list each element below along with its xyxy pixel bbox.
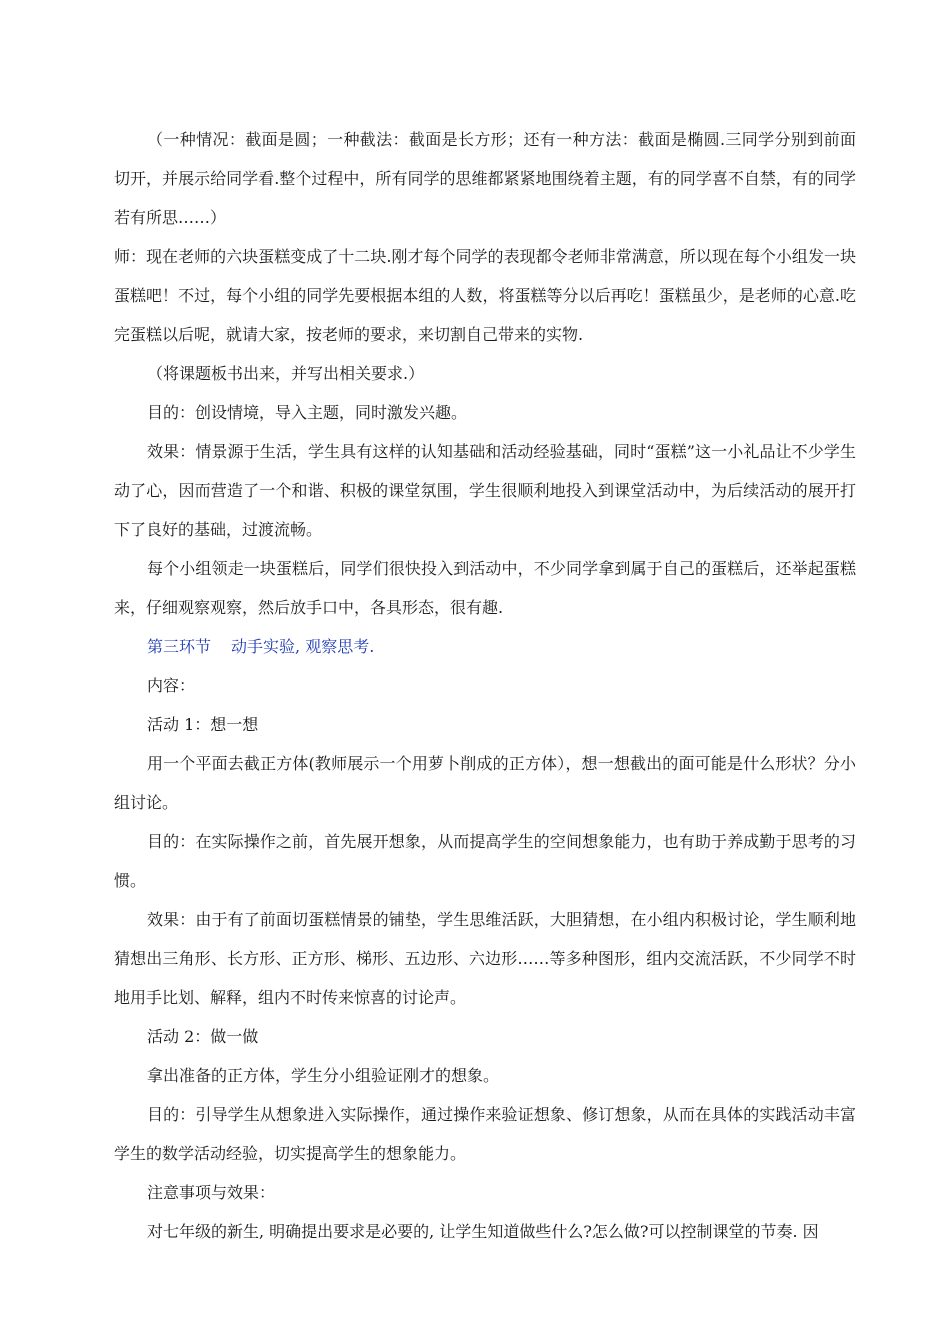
paragraph-notes: 对七年级的新生, 明确提出要求是必要的, 让学生知道做些什么?怎么做?可以控制课堂的节奏. 因 <box>147 1222 819 1241</box>
section-title: 动手实验, 观察思考. <box>231 637 375 656</box>
paragraph-purpose-2: 目的：在实际操作之前，首先展开想象，从而提高学生的空间想象能力，也有助于养成勤于思考的习惯。 <box>114 832 856 890</box>
paragraph-purpose-1: 目的：创设情境，导入主题，同时激发兴趣。 <box>147 403 468 422</box>
paragraph-content-label: 内容： <box>147 676 196 695</box>
paragraph-activity-1: 活动 1：想一想 <box>147 715 259 734</box>
paragraph-activity-1-task: 用一个平面去截正方体(教师展示一个用萝卜削成的正方体），想一想截出的面可能是什么形状？分小组讨论。 <box>114 754 856 812</box>
paragraph-activity-2-task: 拿出准备的正方体，学生分小组验证刚才的想象。 <box>147 1066 500 1085</box>
document-body <box>114 120 856 1251</box>
section-heading <box>114 627 856 666</box>
paragraph-notes-label: 注意事项与效果： <box>147 1183 276 1202</box>
paragraph-activity-2: 活动 2：做一做 <box>147 1027 259 1046</box>
paragraph-blackboard-note: （将课题板书出来，并写出相关要求.） <box>147 364 425 383</box>
paragraph-purpose-3: 目的：引导学生从想象进入实际操作，通过操作来验证想象、修订想象，从而在具体的实践活动丰富学生的数学活动经验，切实提高学生的想象能力。 <box>114 1105 856 1163</box>
paragraph-effect-2: 效果：由于有了前面切蛋糕情景的铺垫，学生思维活跃，大胆猜想，在小组内积极讨论，学生顺利地猜想出三角形、长方形、正方形、梯形、五边形、六边形……等多种图形，组内交流活跃，不少同学不时地用手比划、解释，组内不时传来惊喜的讨论声。 <box>114 910 856 1007</box>
paragraph-effect-1: 效果：情景源于生活，学生具有这样的认知基础和活动经验基础，同时“蛋糕”这一小礼品让不少学生动了心，因而营造了一个和谐、积极的课堂氛围，学生很顺利地投入到课堂活动中，为后续活动的展开打下了良好的基础，过渡流畅。 <box>114 442 856 539</box>
paragraph-cut-cases: （一种情况：截面是圆；一种截法：截面是长方形；还有一种方法：截面是椭圆.三同学分别到前面切开，并展示给同学看.整个过程中，所有同学的思维都紧紧地围绕着主题，有的同学喜不自禁，有的同学若有所思……） <box>114 130 856 227</box>
paragraph-group-activity: 每个小组领走一块蛋糕后，同学们很快投入到活动中，不少同学拿到属于自己的蛋糕后，还举起蛋糕来，仔细观察观察，然后放手口中，各具形态，很有趣. <box>114 559 856 617</box>
paragraph-teacher-speech: 师：现在老师的六块蛋糕变成了十二块.刚才每个同学的表现都令老师非常满意，所以现在每个小组发一块蛋糕吧！不过，每个小组的同学先要根据本组的人数，将蛋糕等分以后再吃！蛋糕虽少，是老师的心意.吃完蛋糕以后呢，就请大家，按老师的要求，来切割自己带来的实物. <box>114 247 856 344</box>
section-label: 第三环节 <box>147 637 212 656</box>
